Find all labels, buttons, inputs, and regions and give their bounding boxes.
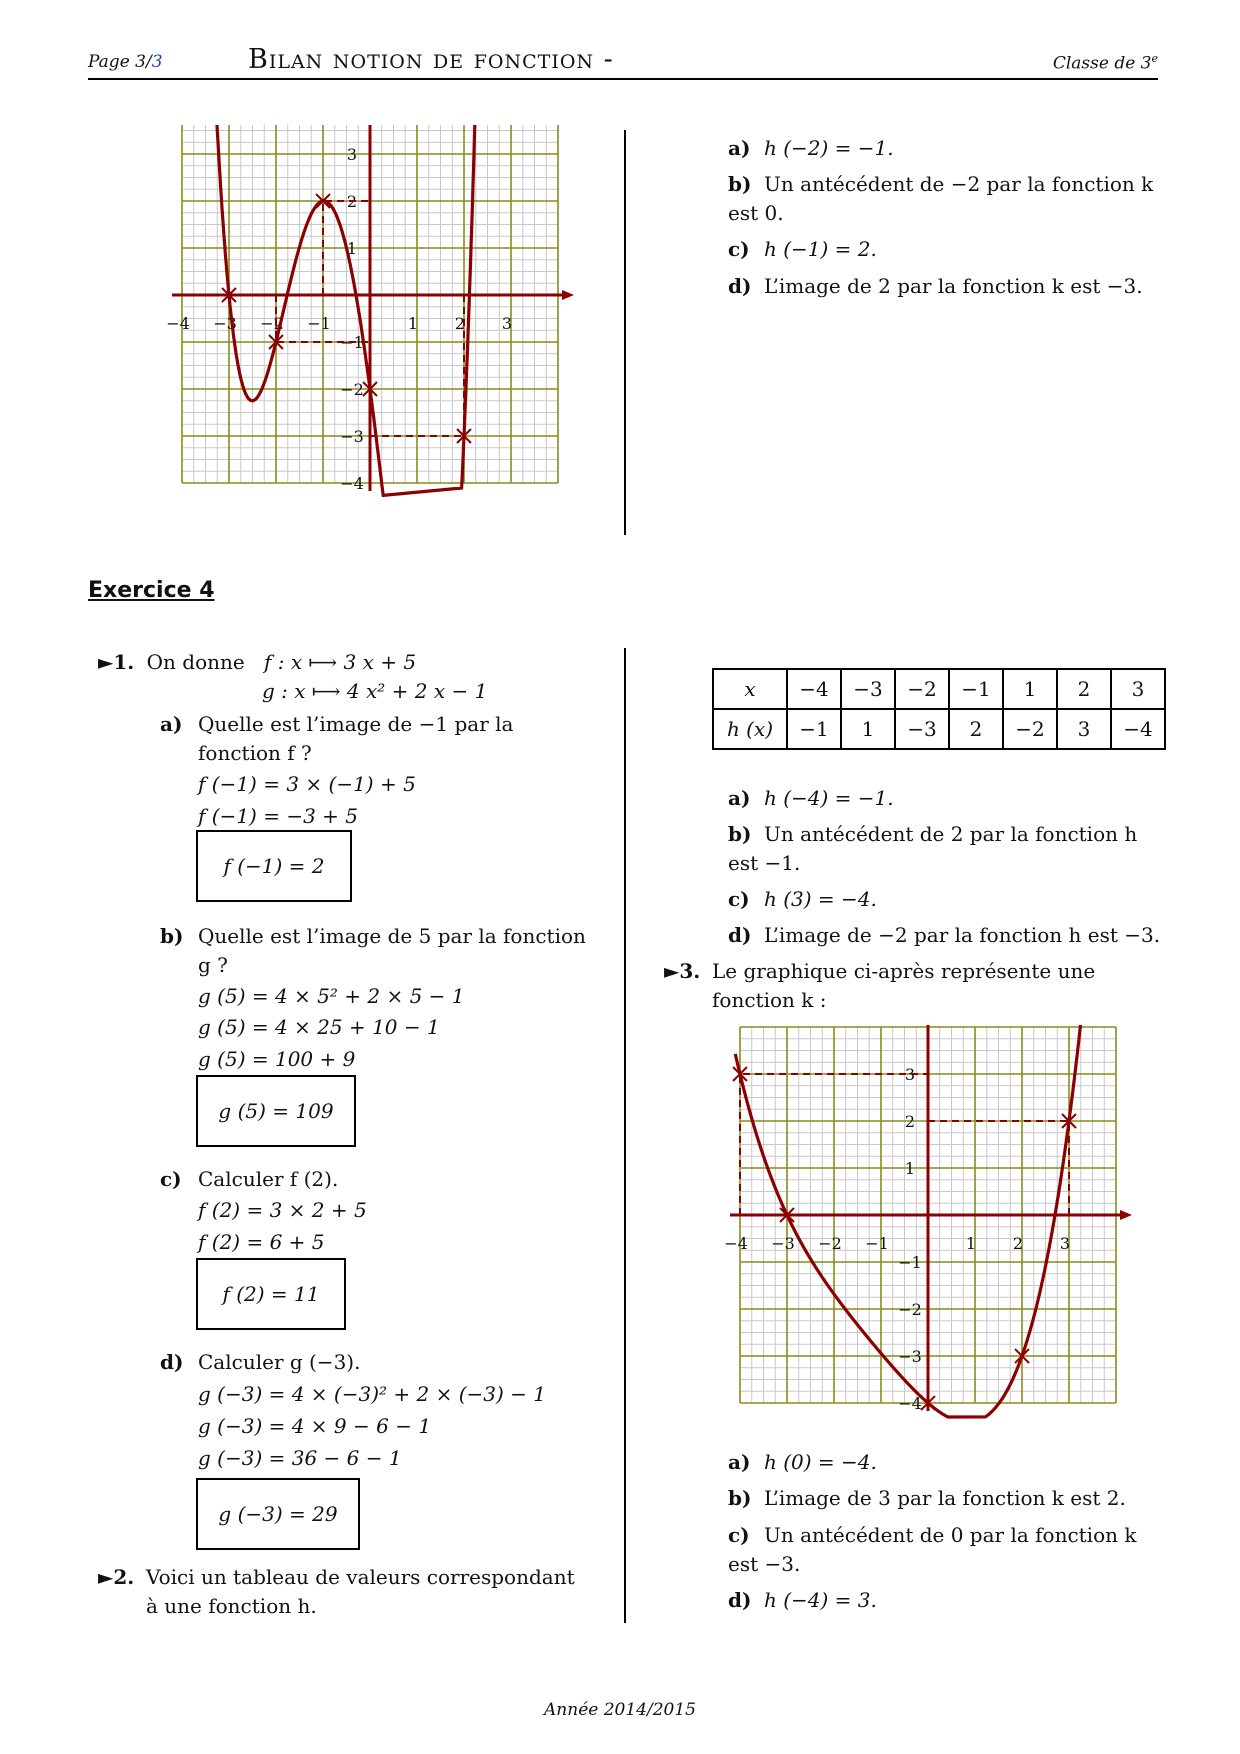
q1a-question: Quelle est l’image de −1 par la fonction f ? <box>198 712 514 765</box>
page-prefix: Page 3/ <box>88 52 152 72</box>
page-total-link[interactable]: 3 <box>151 52 163 72</box>
y-tick-label: −1 <box>340 333 364 352</box>
y-tick-label: −2 <box>898 1300 922 1319</box>
answer-label: c) <box>728 887 750 911</box>
x-tick-label: −3 <box>771 1234 795 1253</box>
top-answer-c <box>728 235 1158 264</box>
answer-text: L’image de −2 par la fonction h est −3. <box>764 923 1161 947</box>
q2 <box>98 1563 598 1621</box>
class-label <box>1053 52 1158 74</box>
y-tick-label: 3 <box>904 1065 916 1084</box>
q1d-line-2: g (−3) = 4 × 9 − 6 − 1 <box>198 1414 432 1438</box>
table-head: h (x) <box>713 709 787 749</box>
table-row-hx <box>713 709 1165 749</box>
answer-label: d) <box>728 923 752 947</box>
q1a-result-box: f (−1) = 2 <box>196 830 352 902</box>
answer-text: h (−4) = 3. <box>764 1588 877 1612</box>
x-tick-label: −2 <box>818 1234 842 1253</box>
q1c-result-box: f (2) = 11 <box>196 1258 346 1330</box>
answer-text: Un antécédent de −2 par la fonction k est 0. <box>728 172 1154 225</box>
q2-answer-a <box>728 784 1158 813</box>
answer-label: a) <box>728 1450 751 1474</box>
answer-label: b) <box>728 822 752 846</box>
answer-label: b) <box>728 172 752 196</box>
k-graph <box>718 1025 1138 1425</box>
table-cell: −2 <box>1003 709 1057 749</box>
q2-text: Voici un tableau de valeurs correspondant à une fonction h. <box>146 1565 575 1618</box>
q1d-label: d) <box>160 1350 184 1374</box>
q3-text: Le graphique ci-après représente une fonction k : <box>712 959 1096 1012</box>
table-head: x <box>713 669 787 709</box>
bottom-column-divider <box>624 648 626 1623</box>
page-title: Bilan notion de fonction - <box>248 44 614 75</box>
table-cell: 1 <box>1003 669 1057 709</box>
header-rule <box>88 78 1158 80</box>
x-tick-label: −1 <box>865 1234 889 1253</box>
q1b-line-1: g (5) = 4 × 5² + 2 × 5 − 1 <box>198 984 465 1008</box>
table-cell: −4 <box>787 669 841 709</box>
x-tick-label: −2 <box>260 314 284 333</box>
q1b-line-2: g (5) = 4 × 25 + 10 − 1 <box>198 1015 440 1039</box>
x-tick-label: 1 <box>965 1234 977 1253</box>
answer-label: c) <box>728 1523 750 1547</box>
y-tick-label: −4 <box>898 1394 922 1413</box>
y-tick-label: −1 <box>898 1253 922 1272</box>
top-answer-b <box>728 170 1158 228</box>
q1b-label: b) <box>160 924 184 948</box>
y-tick-label: 2 <box>346 192 358 211</box>
table-cell: −1 <box>949 669 1003 709</box>
q1c <box>160 1165 600 1194</box>
g-definition: g : x ⟼ 4 x² + 2 x − 1 <box>262 679 488 703</box>
top-column-divider <box>624 130 626 535</box>
q1d-line-1: g (−3) = 4 × (−3)² + 2 × (−3) − 1 <box>198 1382 546 1406</box>
table-cell: 3 <box>1111 669 1165 709</box>
q1-intro <box>98 648 245 677</box>
values-table <box>712 668 1166 750</box>
answer-label: a) <box>728 136 751 160</box>
q1b <box>160 922 600 980</box>
y-tick-label: −3 <box>340 427 364 446</box>
y-tick-label: −3 <box>898 1347 922 1366</box>
y-tick-label: 1 <box>346 239 358 258</box>
q1d-line-3: g (−3) = 36 − 6 − 1 <box>198 1446 402 1470</box>
answer-label: b) <box>728 1486 752 1510</box>
q1a <box>160 710 600 768</box>
y-tick-label: 1 <box>904 1159 916 1178</box>
x-tick-label: 3 <box>1059 1234 1071 1253</box>
q3-marker: ►3. <box>664 959 701 983</box>
q1-marker: ►1. <box>98 650 135 674</box>
answer-text: h (0) = −4. <box>764 1450 877 1474</box>
answer-text: L’image de 3 par la fonction k est 2. <box>764 1486 1126 1510</box>
y-tick-label: −4 <box>340 474 364 493</box>
y-tick-label: −2 <box>340 380 364 399</box>
table-cell: −3 <box>895 709 949 749</box>
q2-answer-c <box>728 885 1158 914</box>
x-tick-label: −4 <box>166 314 190 333</box>
q1d <box>160 1348 600 1377</box>
q3-answer-a <box>728 1448 1158 1477</box>
q1b-result-box: g (5) = 109 <box>196 1075 356 1147</box>
table-cell: 3 <box>1057 709 1111 749</box>
class-text: Classe de 3 <box>1052 53 1152 74</box>
x-tick-label: 2 <box>1012 1234 1024 1253</box>
table-cell: 2 <box>1057 669 1111 709</box>
answer-label: c) <box>728 237 750 261</box>
answer-text: Un antécédent de 2 par la fonction h est −1. <box>728 822 1138 875</box>
table-cell: −1 <box>787 709 841 749</box>
x-tick-label: −1 <box>307 314 331 333</box>
table-cell: −2 <box>895 669 949 709</box>
y-tick-label: 2 <box>904 1112 916 1131</box>
answer-label: d) <box>728 274 752 298</box>
answer-text: h (−1) = 2. <box>764 237 877 261</box>
q2-answer-b <box>728 820 1158 878</box>
answer-text: L’image de 2 par la fonction k est −3. <box>764 274 1143 298</box>
answer-text: h (−4) = −1. <box>764 786 894 810</box>
top-graph <box>160 125 580 535</box>
table-cell: 1 <box>841 709 895 749</box>
answer-text: h (3) = −4. <box>764 887 877 911</box>
q1c-line-1: f (2) = 3 × 2 + 5 <box>198 1198 367 1222</box>
answer-text: h (−2) = −1. <box>764 136 894 160</box>
q2-answer-d <box>728 921 1168 950</box>
q1d-question: Calculer g (−3). <box>198 1350 361 1374</box>
q3-answer-c <box>728 1521 1158 1579</box>
q3-answer-d <box>728 1586 1158 1615</box>
q1a-label: a) <box>160 712 183 736</box>
x-tick-label: 2 <box>454 314 466 333</box>
f-definition: f : x ⟼ 3 x + 5 <box>264 650 417 674</box>
page-number <box>88 52 163 72</box>
answer-label: d) <box>728 1588 752 1612</box>
x-tick-label: −3 <box>213 314 237 333</box>
y-tick-label: 3 <box>346 145 358 164</box>
q3 <box>664 957 1164 1015</box>
table-cell: −3 <box>841 669 895 709</box>
q1c-line-2: f (2) = 6 + 5 <box>198 1230 325 1254</box>
q1b-question: Quelle est l’image de 5 par la fonction g ? <box>198 924 586 977</box>
q1a-line-1: f (−1) = 3 × (−1) + 5 <box>198 772 416 796</box>
answer-label: a) <box>728 786 751 810</box>
x-axis-arrow <box>562 290 574 300</box>
exercise-title: Exercice 4 <box>88 578 215 603</box>
table-cell: 2 <box>949 709 1003 749</box>
top-answer-a <box>728 134 1158 163</box>
footer-year: Année 2014/2015 <box>544 1700 696 1720</box>
table-row-x <box>713 669 1165 709</box>
q1a-line-2: f (−1) = −3 + 5 <box>198 804 358 828</box>
x-tick-label: −4 <box>724 1234 748 1253</box>
class-sup: e <box>1151 52 1158 65</box>
answer-text: Un antécédent de 0 par la fonction k est −3. <box>728 1523 1137 1576</box>
q1-intro-text: On donne <box>146 650 245 674</box>
table-cell: −4 <box>1111 709 1165 749</box>
q1d-result-box: g (−3) = 29 <box>196 1478 360 1550</box>
q1c-label: c) <box>160 1167 182 1191</box>
x-tick-label: 1 <box>407 314 419 333</box>
top-answer-d <box>728 272 1158 301</box>
q1b-line-3: g (5) = 100 + 9 <box>198 1047 356 1071</box>
q3-answer-b <box>728 1484 1158 1513</box>
q1c-question: Calculer f (2). <box>198 1167 339 1191</box>
q2-marker: ►2. <box>98 1565 135 1589</box>
x-axis-arrow <box>1120 1210 1132 1220</box>
x-tick-label: 3 <box>501 314 513 333</box>
